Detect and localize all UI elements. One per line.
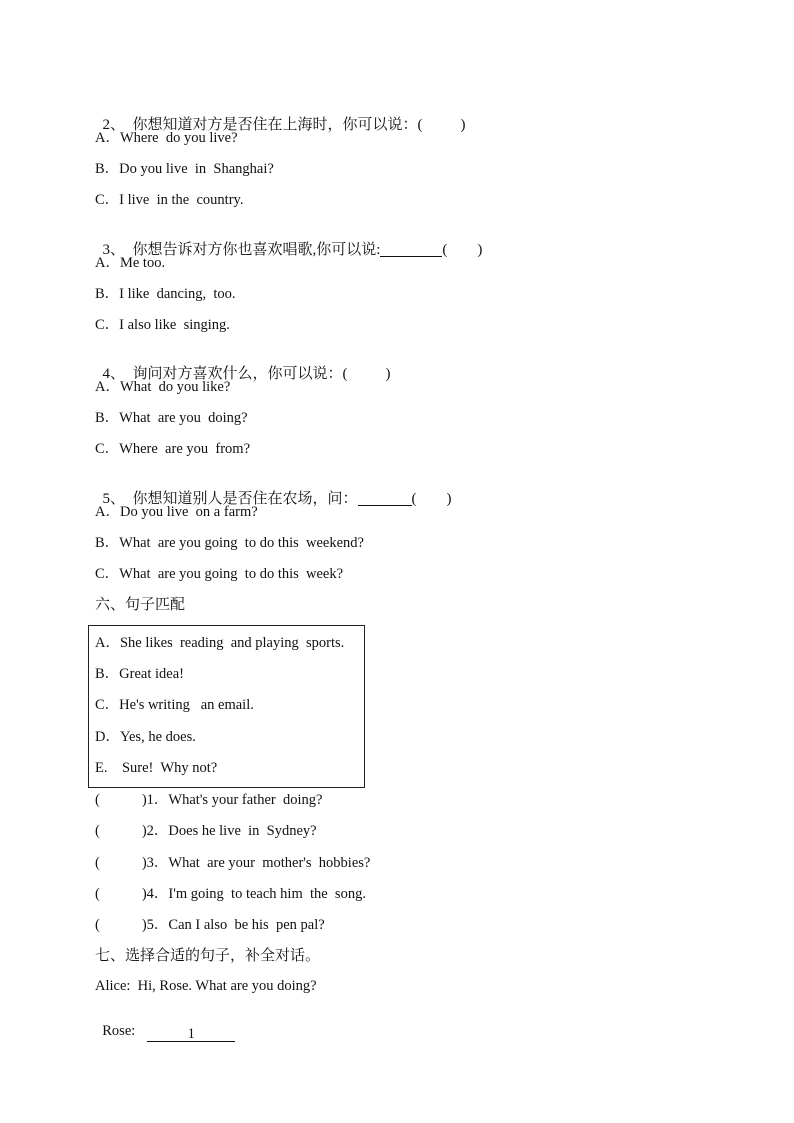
section7-title: 七、选择合适的句子，补全对话。 bbox=[95, 948, 321, 964]
q3-stem: 3、 你想告诉对方你也喜欢唱歌,你可以说: ( ) bbox=[102, 242, 483, 258]
match-option-c: C．He's writing an email. bbox=[95, 697, 254, 713]
q4-option-a[interactable]: A．What do you like? bbox=[95, 379, 231, 395]
match-question-5[interactable]: ( )5．Can I also be his pen pal? bbox=[95, 917, 325, 933]
answer-blank[interactable] bbox=[380, 242, 442, 257]
q5-option-b[interactable]: B．What are you going to do this weekend? bbox=[95, 535, 364, 551]
q5-option-c[interactable]: C．What are you going to do this week? bbox=[95, 566, 344, 582]
answer-blank[interactable] bbox=[358, 491, 412, 506]
match-option-a: A．She likes reading and playing sports. bbox=[95, 635, 345, 651]
q2-option-b[interactable]: B．Do you live in Shanghai? bbox=[95, 161, 274, 177]
q2-option-c[interactable]: C．I live in the country. bbox=[95, 192, 244, 208]
match-option-d: D．Yes, he does. bbox=[95, 729, 196, 745]
q4-option-c[interactable]: C．Where are you from? bbox=[95, 441, 251, 457]
q5-option-a[interactable]: A．Do you live on a farm? bbox=[95, 504, 258, 520]
q3-option-a[interactable]: A．Me too. bbox=[95, 255, 166, 271]
q3-option-c[interactable]: C．I also like singing. bbox=[95, 317, 230, 333]
answer-blank-1[interactable]: 1 bbox=[147, 1027, 235, 1042]
q3-option-b[interactable]: B．I like dancing, too. bbox=[95, 286, 236, 302]
matching-options-box bbox=[88, 625, 365, 788]
dialogue-alice: Alice: Hi, Rose. What are you doing? bbox=[95, 978, 317, 994]
match-question-4[interactable]: ( )4．I'm going to teach him the song. bbox=[95, 886, 366, 902]
dialogue-rose: Rose: 1 bbox=[95, 1004, 235, 1042]
section6-title: 六、句子匹配 bbox=[95, 597, 186, 613]
q5-stem: 5、 你想知道别人是否住在农场，问： ( ) bbox=[102, 491, 452, 507]
q4-stem: 4、 询问对方喜欢什么，你可以说：( ) bbox=[102, 366, 391, 382]
match-option-e: E. Sure! Why not? bbox=[95, 760, 218, 776]
match-option-b: B．Great idea! bbox=[95, 666, 184, 682]
match-question-1[interactable]: ( )1．What's your father doing? bbox=[95, 792, 323, 808]
q4-option-b[interactable]: B．What are you doing? bbox=[95, 410, 248, 426]
q2-option-a[interactable]: A．Where do you live? bbox=[95, 130, 238, 146]
q2-stem: 2、 你想知道对方是否住在上海时，你可以说：( ) bbox=[102, 117, 466, 133]
match-question-3[interactable]: ( )3．What are your mother's hobbies? bbox=[95, 855, 371, 871]
match-question-2[interactable]: ( )2．Does he live in Sydney? bbox=[95, 823, 317, 839]
